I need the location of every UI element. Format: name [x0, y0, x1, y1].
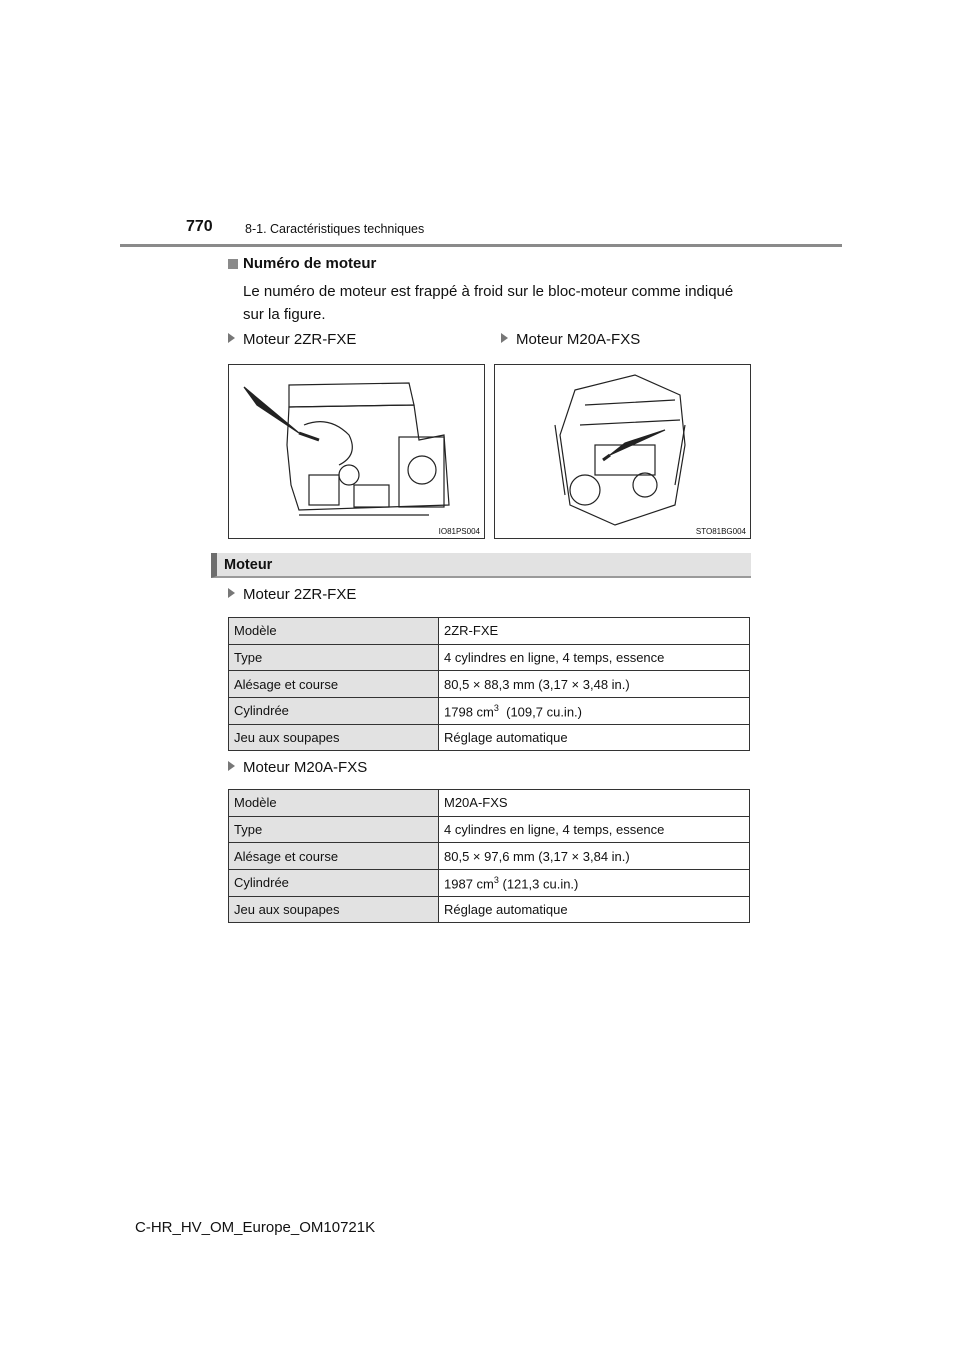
- triangle-bullet-icon: [501, 333, 508, 343]
- value-text: 1798 cm: [444, 704, 494, 720]
- table-row: [229, 790, 750, 817]
- value-text: (121,3 cu.in.): [498, 876, 579, 892]
- header-rule: [120, 244, 842, 247]
- figure-label: [501, 331, 640, 348]
- table-row: [229, 671, 750, 698]
- figure-code: IO81PS004: [438, 527, 480, 536]
- figure-label-text: Moteur 2ZR-FXE: [243, 331, 357, 348]
- row-value: 80,5 × 88,3 mm (3,17 × 3,48 in.): [439, 671, 750, 698]
- table-row: [229, 644, 750, 671]
- row-value: 4 cylindres en ligne, 4 temps, essence: [439, 816, 750, 843]
- table-row: [229, 618, 750, 645]
- subsection-title: Numéro de moteur: [243, 255, 377, 272]
- table-row: [229, 724, 750, 751]
- table-row: [229, 843, 750, 870]
- row-value: [439, 870, 750, 897]
- table-label-text: Moteur M20A-FXS: [243, 759, 368, 776]
- figure-label: [228, 331, 356, 348]
- row-key: Jeu aux soupapes: [229, 896, 439, 923]
- table-label: [228, 586, 356, 603]
- section-title: Moteur: [224, 557, 273, 573]
- value-text: 1987 cm: [444, 876, 494, 892]
- spec-table-2zr: [228, 617, 750, 751]
- table-row: [229, 816, 750, 843]
- square-bullet-icon: [228, 259, 238, 269]
- superscript: 3: [493, 702, 499, 713]
- row-key: Alésage et course: [229, 671, 439, 698]
- row-value: 80,5 × 97,6 mm (3,17 × 3,84 in.): [439, 843, 750, 870]
- row-key: Jeu aux soupapes: [229, 724, 439, 751]
- table-label: [228, 759, 367, 776]
- row-key: Cylindrée: [229, 870, 439, 897]
- row-value: 2ZR-FXE: [439, 618, 750, 645]
- row-key: Modèle: [229, 618, 439, 645]
- figure-code: STO81BG004: [695, 527, 746, 536]
- row-key: Alésage et course: [229, 843, 439, 870]
- row-value: M20A-FXS: [439, 790, 750, 817]
- table-row: [229, 698, 750, 725]
- superscript: 3: [493, 874, 499, 885]
- row-value: Réglage automatique: [439, 724, 750, 751]
- section-header: 8-1. Caractéristiques techniques: [245, 222, 425, 236]
- table-row: [229, 896, 750, 923]
- row-key: Type: [229, 816, 439, 843]
- row-key: Modèle: [229, 790, 439, 817]
- section-bar: [211, 553, 751, 578]
- page-number: 770: [186, 218, 213, 235]
- footer-doc-id: C-HR_HV_OM_Europe_OM10721K: [135, 1219, 376, 1236]
- triangle-bullet-icon: [228, 761, 235, 771]
- value-text: (109,7 cu.in.): [498, 704, 582, 720]
- paragraph: Le numéro de moteur est frappé à froid sur le bloc-moteur comme indiqué sur la figure.: [243, 283, 734, 323]
- row-value: [439, 698, 750, 725]
- row-value: Réglage automatique: [439, 896, 750, 923]
- spec-table-m20a: [228, 789, 750, 923]
- triangle-bullet-icon: [228, 588, 235, 598]
- figure-label-text: Moteur M20A-FXS: [516, 331, 641, 348]
- row-value: 4 cylindres en ligne, 4 temps, essence: [439, 644, 750, 671]
- table-row: [229, 870, 750, 897]
- triangle-bullet-icon: [228, 333, 235, 343]
- engine-m20a-illustration: [494, 364, 751, 539]
- engine-2zr-illustration: [228, 364, 485, 539]
- table-label-text: Moteur 2ZR-FXE: [243, 586, 357, 603]
- row-key: Type: [229, 644, 439, 671]
- row-key: Cylindrée: [229, 698, 439, 725]
